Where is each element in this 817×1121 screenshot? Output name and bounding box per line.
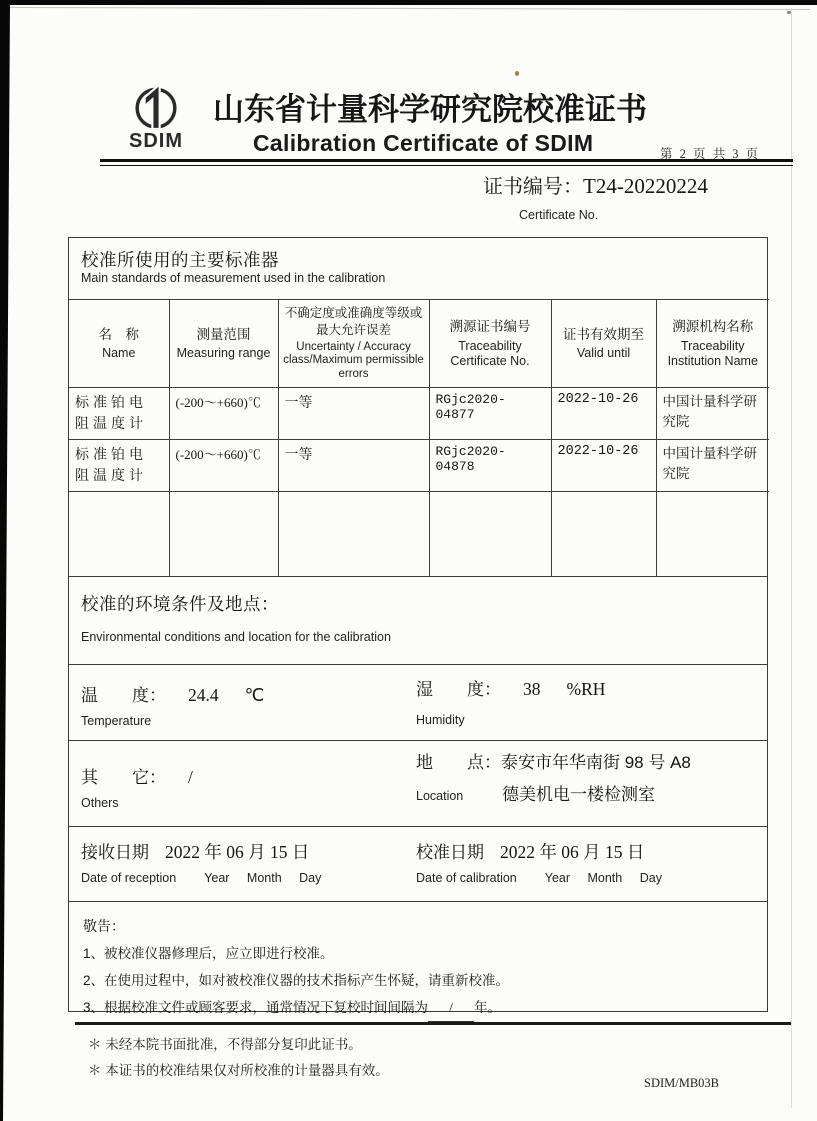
paper-edge-shadow-right	[791, 8, 792, 1108]
location-address-line2: 德美机电一楼检测室	[502, 785, 655, 804]
calibration-date-value: 2022 年 06 月 15 日	[500, 842, 645, 862]
calibration-date-label-english: Date of calibration	[416, 871, 517, 885]
empty-cell	[69, 492, 169, 577]
column-header-en: Measuring range	[176, 346, 271, 361]
humidity-unit: %RH	[566, 679, 606, 699]
environment-title: 校准的环境条件及地点：	[81, 594, 279, 614]
column-header-name	[69, 300, 169, 388]
calibration-date-line	[416, 838, 662, 864]
empty-cell	[656, 492, 769, 577]
page-number: 第 2 页 共 3 页	[660, 147, 761, 161]
accuracy-class: 一等	[278, 388, 429, 440]
notice-section	[69, 902, 767, 1015]
environment-title-section	[69, 577, 767, 665]
accuracy-class: 一等	[278, 440, 429, 492]
reception-date-label: 接收日期	[81, 843, 149, 862]
column-header-cn: 测量范围	[196, 326, 251, 342]
temperature-value: 24.4	[188, 685, 219, 705]
others-label-english: Others	[81, 796, 119, 810]
column-header-en: Traceability Certificate No.	[450, 338, 530, 368]
reception-date-value: 2022 年 06 月 15 日	[165, 842, 310, 862]
form-code: SDIM/MB03B	[644, 1076, 720, 1090]
table-filler-row	[69, 492, 769, 577]
notice-title: 敬告：	[83, 918, 125, 934]
sdim-logo	[121, 85, 191, 151]
temperature-humidity-section	[69, 665, 767, 741]
others-value: /	[188, 767, 193, 787]
temperature-label-english: Temperature	[81, 714, 152, 728]
certificate-number-label-english: Certificate No.	[519, 208, 599, 222]
column-header-uncertainty	[278, 300, 429, 388]
others-field	[81, 763, 193, 810]
standard-name: 标准铂电阻温度计	[69, 388, 169, 440]
footer-note-1: ＊ 未经本院书面批准，不得部分复印此证书。	[88, 1037, 362, 1052]
column-header-range	[169, 300, 278, 388]
measuring-range: (-200～+660)℃	[169, 388, 278, 440]
location-label: 地 点：	[416, 753, 501, 772]
table-row	[69, 388, 769, 440]
others-line	[81, 763, 193, 788]
notice-item-1: 1、被校准仪器修理后，应立即进行校准。	[83, 946, 334, 961]
valid-until-date: 2022-10-26	[551, 388, 656, 440]
notice-item-2: 2、在使用过程中，如对被校准仪器的技术指标产生怀疑，请重新校准。	[83, 973, 510, 988]
humidity-label-english: Humidity	[416, 713, 465, 727]
column-header-cn: 名 称	[98, 326, 139, 342]
calibration-date-english	[416, 871, 662, 885]
temperature-field	[81, 681, 264, 728]
table-row	[69, 440, 769, 492]
location-line1	[416, 748, 691, 773]
location-line2	[416, 780, 691, 805]
humidity-label: 湿 度：	[416, 680, 501, 699]
calibration-date-field	[416, 838, 662, 885]
column-header-traceability-cert	[429, 300, 551, 388]
temperature-line	[81, 681, 264, 706]
scan-edge-left	[0, 0, 10, 1121]
reception-date-label-english: Date of reception	[81, 871, 177, 885]
empty-cell	[551, 492, 656, 577]
others-label: 其 它：	[81, 768, 166, 787]
sdim-logo-icon	[130, 85, 182, 133]
header-divider	[100, 159, 793, 166]
column-header-cn: 证书有效期至	[563, 326, 644, 342]
column-header-en: Valid until	[576, 346, 631, 361]
certificate-number-line	[483, 170, 708, 199]
empty-cell	[278, 492, 429, 577]
notice-item-3-suffix: 年。	[474, 1000, 502, 1015]
standard-name: 标准铂电阻温度计	[69, 440, 169, 492]
notice-item-3	[83, 994, 753, 1022]
empty-cell	[169, 492, 278, 577]
column-header-en: Traceability Institution Name	[667, 338, 758, 368]
calibration-date-units-english: Year Month Day	[544, 871, 662, 885]
location-field	[416, 748, 691, 805]
reception-date-english	[81, 871, 321, 885]
humidity-line	[416, 675, 605, 700]
column-header-en: Uncertainty / Accuracy class/Maximum permissible errors	[283, 340, 424, 381]
location-label-english: Location	[416, 789, 464, 803]
traceability-certificate-no: RGjc2020-04878	[429, 440, 551, 492]
recalibration-interval-blank: /	[428, 994, 474, 1022]
location-address-line1: 泰安市年华南街 98 号 A8	[501, 753, 691, 772]
temperature-label: 温 度：	[81, 686, 166, 705]
valid-until-date: 2022-10-26	[551, 440, 656, 492]
certificate-number-label: 证书编号：	[483, 176, 583, 198]
column-header-valid-until	[551, 300, 656, 388]
logo-text: SDIM	[129, 130, 183, 152]
environment-title-english: Environmental conditions and location for the calibration	[81, 630, 391, 644]
institution-name: 中国计量科学研究院	[656, 440, 769, 492]
certificate-body	[68, 237, 768, 1015]
column-header-cn: 溯源机构名称	[672, 319, 754, 335]
page-title: 山东省计量科学研究院校准证书	[213, 92, 647, 127]
scan-speck	[515, 71, 519, 76]
others-location-section	[69, 741, 767, 827]
dates-section	[69, 827, 767, 902]
column-header-en: Name	[102, 346, 136, 361]
calibration-date-label: 校准日期	[416, 843, 484, 862]
column-header-cn: 不确定度或准确度等级或最大允许误差	[284, 305, 423, 337]
column-header-institution	[656, 300, 769, 388]
column-header-cn: 溯源证书编号	[449, 319, 531, 335]
reception-date-units-english: Year Month Day	[204, 871, 322, 885]
page-title-english: Calibration Certificate of SDIM	[253, 130, 594, 156]
humidity-value: 38	[523, 679, 541, 699]
reception-date-line	[81, 838, 321, 864]
traceability-certificate-no: RGjc2020-04877	[429, 388, 551, 440]
notice-item-3-text: 3、根据校准文件或顾客要求，通常情况下复校时间间隔为	[83, 1000, 429, 1015]
certificate-number-value: T24-20220224	[583, 174, 708, 198]
scan-edge-top	[0, 0, 817, 5]
standards-title: 校准所使用的主要标准器	[81, 250, 279, 270]
scan-speck	[787, 11, 791, 14]
standards-table	[69, 299, 769, 577]
measuring-range: (-200～+660)℃	[169, 440, 278, 492]
standards-title-english: Main standards of measurement used in the calibration	[81, 271, 386, 285]
paper-edge-shadow-top	[10, 7, 810, 10]
humidity-field	[416, 675, 605, 727]
standards-section	[69, 238, 767, 577]
empty-cell	[429, 492, 551, 577]
reception-date-field	[81, 838, 321, 885]
footer-notes	[88, 1032, 389, 1083]
standards-table-header-row	[69, 300, 769, 388]
footer-note-2: ＊ 本证书的校准结果仅对所校准的计量器具有效。	[88, 1062, 389, 1078]
footer-divider	[75, 1022, 791, 1025]
temperature-unit: ℃	[244, 685, 265, 705]
institution-name: 中国计量科学研究院	[656, 388, 769, 440]
